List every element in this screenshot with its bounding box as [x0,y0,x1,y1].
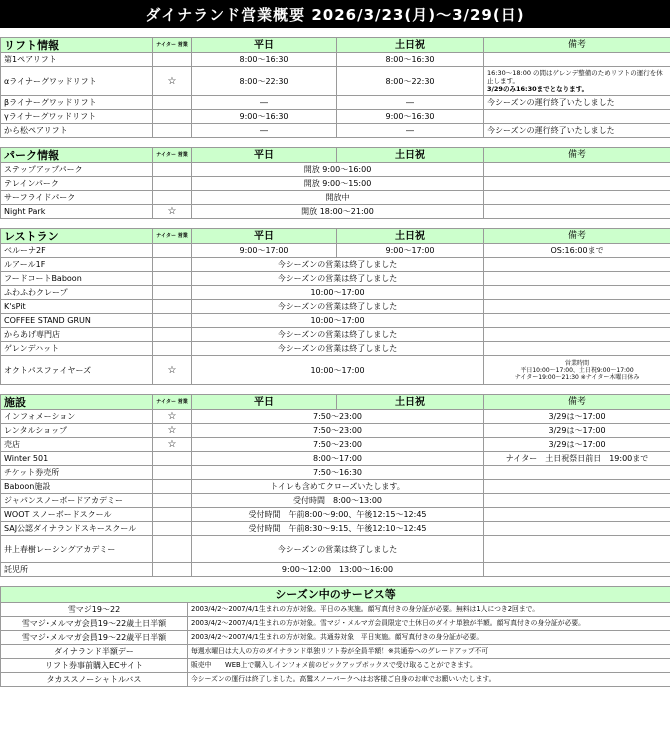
table-row [1,508,670,522]
table-row [1,617,670,631]
octopus-note-heading: 営業時間 [565,359,590,367]
facility-name: WOOT スノーボードスクール [1,508,153,522]
nighter-header: ナイター 営業 [153,229,192,244]
restaurant-status: 今シーズンの営業は終了しました [192,328,484,342]
facility-note [484,563,670,577]
lift-note: 今シーズンの運行終了いたしました [484,96,670,110]
park-name: Night Park [1,205,153,219]
notes-header: 備考 [484,395,670,410]
park-hours: 開放 9:00～15:00 [192,177,484,191]
facility-hours: 今シーズンの営業は終了しました [192,536,484,563]
nighter-mark [153,286,192,300]
services-table [0,586,670,687]
table-row [1,424,670,438]
park-note [484,205,670,219]
service-label: 雪マジ19～22 [1,603,188,617]
facility-note [484,494,670,508]
table-row [1,631,670,645]
facility-hours: 受付時間 8:00～13:00 [192,494,484,508]
table-row [1,452,670,466]
table-row [1,110,670,124]
lift-note: 今シーズンの運行終了いたしました [484,124,670,138]
restaurant-note [484,342,670,356]
weekend-hours: 8:00～16:30 [337,53,484,67]
weekend-header: 土日祝 [337,229,484,244]
restaurant-note [484,356,670,385]
page-title: ダイナランド営業概要 2026/3/23(月)～3/29(日) [0,0,670,28]
park-hours: 開放 18:00～21:00 [192,205,484,219]
table-row [1,659,670,673]
nighter-mark [153,563,192,577]
restaurant-name: フードコートBaboon [1,272,153,286]
restaurant-status: 10:00～17:00 [192,356,484,385]
park-note [484,163,670,177]
facility-name: 託児所 [1,563,153,577]
nighter-star-icon: ☆ [153,410,192,424]
table-row [1,494,670,508]
lift-note [484,53,670,67]
table-row [1,328,670,342]
restaurant-name: ふわふわクレープ [1,286,153,300]
restaurant-note [484,272,670,286]
weekend-hours: ― [337,96,484,110]
facility-note [484,480,670,494]
facility-hours: 受付時間 午前8:00～9:00、午後12:15～12:45 [192,508,484,522]
weekday-hours: ― [192,96,337,110]
lift-name: αライナーグワッドリフト [1,67,153,96]
weekday-header: 平日 [192,395,337,410]
service-label: 雪マジ･メルマガ会員19～22歳土日半額 [1,617,188,631]
facility-note [484,466,670,480]
nighter-star-icon: ☆ [153,205,192,219]
section-title-restaurant: レストラン [1,229,153,244]
restaurant-name: オクトパスファイヤーズ [1,356,153,385]
lift-note [484,110,670,124]
table-row [1,244,670,258]
table-row [1,673,670,687]
service-description: 2003/4/2～2007/4/1生まれの方が対象。雪マジ・メルマガ会員限定で土休日のダイナ単独が半額。顔写真付きの身分証が必要。 [188,617,670,631]
table-row [1,286,670,300]
lift-note [484,67,670,96]
table-row [1,177,670,191]
table-row [1,466,670,480]
nighter-mark [153,480,192,494]
facility-hours: 7:50～23:00 [192,424,484,438]
restaurant-note [484,328,670,342]
nighter-mark [153,494,192,508]
nighter-mark [153,177,192,191]
table-row [1,163,670,177]
service-description: 今シーズンの運行は終了しました。高鷲スノーパークへはお客様ご自身のお車でお願いいたします。 [188,673,670,687]
weekend-header: 土日祝 [337,38,484,53]
facility-hours: 7:50～16:30 [192,466,484,480]
park-note [484,191,670,205]
restaurant-name: ベルーナ2F [1,244,153,258]
park-note [484,177,670,191]
lift-name: γライナーグワッドリフト [1,110,153,124]
table-row [1,272,670,286]
table-row [1,67,670,96]
facility-hours: 9:00～12:00 13:00～16:00 [192,563,484,577]
weekday-hours: 8:00～16:30 [192,53,337,67]
nighter-mark [153,342,192,356]
facility-hours: 8:00～17:00 [192,452,484,466]
service-description: 販売中 WEB上で購入しインフォメ前のピックアップボックスで受け取ることができます。 [188,659,670,673]
nighter-mark [153,163,192,177]
service-label: 雪マジ･メルマガ会員19～22歳平日半額 [1,631,188,645]
table-row [1,438,670,452]
facility-name: 井上春樹レーシングアカデミー [1,536,153,563]
lift-note-bold: 3/29のみ16:30までとなります。 [487,85,589,93]
table-row [1,410,670,424]
nighter-header: ナイター 営業 [153,395,192,410]
weekday-hours: 8:00～22:30 [192,67,337,96]
nighter-mark [153,536,192,563]
nighter-mark [153,53,192,67]
facility-name: ジャパンスノーボードアカデミー [1,494,153,508]
weekend-header: 土日祝 [337,148,484,163]
service-description: 2003/4/2～2007/4/1生まれの方が対象。共通券対象 平日実施。顔写真付きの身分証が必要。 [188,631,670,645]
nighter-mark [153,466,192,480]
octopus-note-nighter: ナイター19:00～21:30 ※ナイター木曜日休み [514,373,640,381]
nighter-mark [153,124,192,138]
facility-name: Baboon施設 [1,480,153,494]
nighter-header: ナイター 営業 [153,38,192,53]
weekday-header: 平日 [192,148,337,163]
table-row [1,342,670,356]
park-header-row [1,148,670,163]
weekday-hours: 9:00～16:30 [192,110,337,124]
facility-hours: 7:50～23:00 [192,410,484,424]
nighter-mark [153,522,192,536]
nighter-mark [153,300,192,314]
nighter-star-icon: ☆ [153,424,192,438]
table-row [1,191,670,205]
service-label: リフト券事前購入ECサイト [1,659,188,673]
restaurant-name: からあげ専門店 [1,328,153,342]
section-title-services: シーズン中のサービス等 [1,587,670,603]
facility-note [484,522,670,536]
restaurant-status: 今シーズンの営業は終了しました [192,258,484,272]
lift-header-row [1,38,670,53]
weekday-hours: ― [192,124,337,138]
facility-note: 3/29は～17:00 [484,410,670,424]
park-hours: 開放中 [192,191,484,205]
restaurant-status: 今シーズンの営業は終了しました [192,342,484,356]
park-name: サーフライドパーク [1,191,153,205]
table-row [1,53,670,67]
restaurant-note: OS:16:00まで [484,244,670,258]
table-row [1,522,670,536]
facility-note [484,508,670,522]
restaurant-note [484,314,670,328]
restaurant-name: COFFEE STAND GRUN [1,314,153,328]
restaurant-note [484,286,670,300]
restaurant-status: 今シーズンの営業は終了しました [192,272,484,286]
restaurant-status: 今シーズンの営業は終了しました [192,300,484,314]
nighter-mark [153,258,192,272]
table-row [1,645,670,659]
facility-note [484,536,670,563]
nighter-mark [153,110,192,124]
service-description: 2003/4/2～2007/4/1生まれの方が対象。平日のみ実施。顔写真付きの身分証が必要。無料は1人につき2回まで。 [188,603,670,617]
section-title-park: パーク情報 [1,148,153,163]
park-hours: 開放 9:00～16:00 [192,163,484,177]
restaurant-name: ゲレンデハット [1,342,153,356]
table-row [1,536,670,563]
facility-name: チケット券売所 [1,466,153,480]
facility-name: Winter 501 [1,452,153,466]
facility-note: 3/29は～17:00 [484,424,670,438]
nighter-header: ナイター 営業 [153,148,192,163]
nighter-mark [153,96,192,110]
table-row [1,300,670,314]
nighter-star-icon: ☆ [153,356,192,385]
lift-name: 第1ペアリフト [1,53,153,67]
nighter-mark [153,244,192,258]
table-row [1,124,670,138]
restaurant-name: ルアール1F [1,258,153,272]
weekday-hours: 9:00～17:00 [192,244,337,258]
facility-name: SAJ公認ダイナランドスキースクール [1,522,153,536]
facility-hours: 7:50～23:00 [192,438,484,452]
facility-name: レンタルショップ [1,424,153,438]
facility-name: 売店 [1,438,153,452]
restaurant-header-row [1,229,670,244]
table-row [1,480,670,494]
restaurant-status: 10:00～17:00 [192,314,484,328]
restaurant-name: K'sPit [1,300,153,314]
weekend-hours: 9:00～16:30 [337,110,484,124]
weekend-hours: 8:00～22:30 [337,67,484,96]
notes-header: 備考 [484,148,670,163]
facility-hours: トイレも含めてクローズいたします。 [192,480,484,494]
restaurant-note [484,258,670,272]
section-title-facility: 施設 [1,395,153,410]
notes-header: 備考 [484,38,670,53]
service-description: 毎週水曜日は大人の方のダイナランド単独リフト券が全員半額！※共通券へのグレードアップ不可 [188,645,670,659]
service-label: ダイナランド半額デー [1,645,188,659]
facility-name: インフォメーション [1,410,153,424]
nighter-star-icon: ☆ [153,438,192,452]
lift-name: βライナーグワッドリフト [1,96,153,110]
table-row [1,314,670,328]
table-row [1,603,670,617]
nighter-mark [153,272,192,286]
service-label: タカススノーシャトルバス [1,673,188,687]
facility-hours: 受付時間 午前8:30～9:15、午後12:10～12:45 [192,522,484,536]
nighter-mark [153,328,192,342]
nighter-star-icon: ☆ [153,67,192,96]
weekday-header: 平日 [192,38,337,53]
table-row [1,96,670,110]
nighter-mark [153,191,192,205]
facility-note: 3/29は～17:00 [484,438,670,452]
nighter-mark [153,452,192,466]
facility-note: ナイター 土日祝祭日前日 19:00まで [484,452,670,466]
weekend-header: 土日祝 [337,395,484,410]
park-name: テレインパーク [1,177,153,191]
nighter-mark [153,508,192,522]
lift-note-text: 16:30～18:00 の間はゲレンデ整備のためリフトの運行を休止します。 [487,69,663,85]
park-name: ステップアップパーク [1,163,153,177]
table-row [1,356,670,385]
notes-header: 備考 [484,229,670,244]
weekday-header: 平日 [192,229,337,244]
weekend-hours: ― [337,124,484,138]
section-title-lift: リフト情報 [1,38,153,53]
table-row [1,205,670,219]
restaurant-note [484,300,670,314]
table-row [1,563,670,577]
lift-name: から松ペアリフト [1,124,153,138]
nighter-mark [153,314,192,328]
restaurant-status: 10:00～17:00 [192,286,484,300]
table-row [1,258,670,272]
octopus-note-hours: 平日10:00～17:00、土日祝9:00～17:00 [520,366,634,374]
weekend-hours: 9:00～17:00 [337,244,484,258]
schedule-table [0,28,670,577]
facility-header-row [1,395,670,410]
